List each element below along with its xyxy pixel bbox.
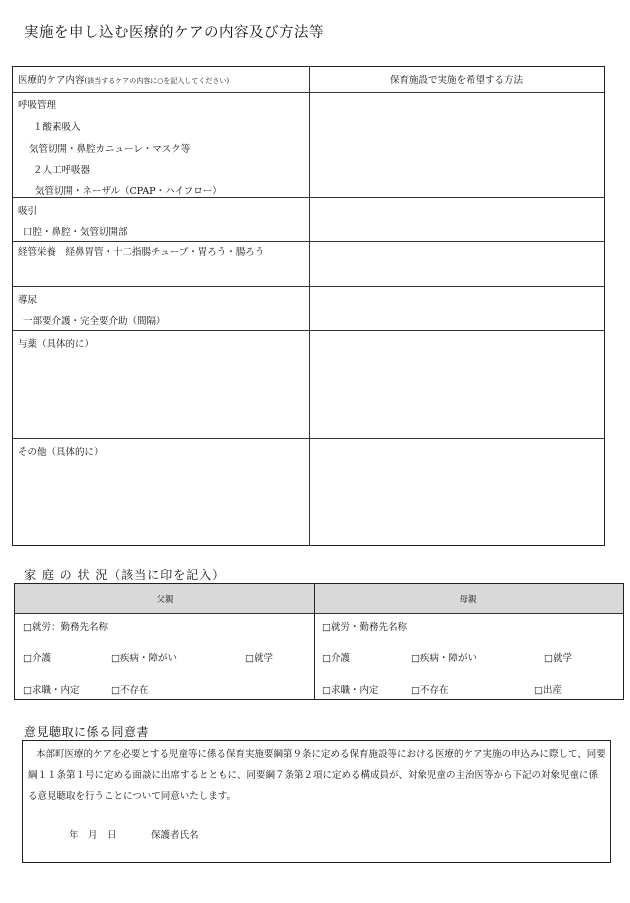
father-school-option[interactable]: □就学 xyxy=(245,653,273,664)
suction-method-cell[interactable] xyxy=(311,198,604,241)
guardian-name-label: 保護者氏名 xyxy=(151,830,199,841)
suction-label: 吸引 xyxy=(18,206,38,217)
respiratory-method-cell[interactable] xyxy=(311,93,604,197)
urination-method-cell[interactable] xyxy=(311,287,604,330)
respiratory-item-2: 気管切開・鼻腔カニューレ・マスク等 xyxy=(29,144,191,155)
other-method-cell[interactable] xyxy=(311,439,604,544)
respiratory-item-3: ２人工呼吸器 xyxy=(33,165,91,176)
tube-feeding-method-cell[interactable] xyxy=(311,242,604,286)
care-content-header: 医療的ケア内容(該当するケアの内容に○を記入してください) xyxy=(18,75,230,86)
consent-body: 本部町医療的ケアを必要とする児童等に係る保育実施要綱第９条に定める保育施設等における医療的ケア実施の申込みに際して、同要綱１１条第１号に定める面談に出席するとともに、同要綱７条第２項に定める構成員が、対象児童の主治医等から下記の対象児童に係る意見聴取を行うことについて同意いたします。 xyxy=(28,749,606,802)
respiratory-item-1: １酸素吸入 xyxy=(33,122,81,133)
medication-label: 与薬（具体的に） xyxy=(18,339,95,350)
mother-school-option[interactable]: □就学 xyxy=(544,653,572,664)
father-absent-option[interactable]: □不存在 xyxy=(111,685,149,696)
family-situation-table xyxy=(14,583,624,700)
respiratory-label: 呼吸管理 xyxy=(18,100,57,111)
mother-work-option[interactable]: □就労・勤務先名称 xyxy=(322,622,407,633)
consent-form xyxy=(22,740,611,863)
medication-method-cell[interactable] xyxy=(311,331,604,438)
urination-item: 一部要介護・完全要介助（間隔） xyxy=(23,316,166,327)
date-field-label[interactable]: 年 月 日 xyxy=(69,830,117,841)
father-header: 父親 xyxy=(156,595,174,605)
respiratory-item-4: 気管切開・ネーザル（CPAP・ハイフロー） xyxy=(35,186,222,197)
family-section-title: 家 庭 の 状 況（該当に印を記入） xyxy=(24,568,226,582)
tube-feeding-label: 経管栄養 経鼻胃管・十二指腸チューブ・胃ろう・腸ろう xyxy=(18,247,265,258)
suction-item: 口腔・鼻腔・気管切開部 xyxy=(23,227,128,238)
other-label: その他（具体的に） xyxy=(18,447,104,458)
father-care-option[interactable]: □介護 xyxy=(23,653,51,664)
mother-header: 母親 xyxy=(459,595,477,605)
desired-method-header: 保育施設で実施を希望する方法 xyxy=(389,75,523,86)
consent-section-title: 意見聴取に係る同意書 xyxy=(24,725,150,739)
mother-childbirth-option[interactable]: □出産 xyxy=(534,685,562,696)
father-work-option[interactable]: □就労：勤務先名称 xyxy=(23,622,108,633)
medical-care-table xyxy=(12,66,605,546)
mother-absent-option[interactable]: □不存在 xyxy=(411,685,449,696)
mother-jobseeking-option[interactable]: □求職・内定 xyxy=(322,685,379,696)
mother-illness-option[interactable]: □疾病・障がい xyxy=(411,653,477,664)
mother-care-option[interactable]: □介護 xyxy=(322,653,350,664)
father-illness-option[interactable]: □疾病・障がい xyxy=(111,653,177,664)
father-jobseeking-option[interactable]: □求職・内定 xyxy=(23,685,80,696)
urination-label: 導尿 xyxy=(18,295,38,306)
page-title: 実施を申し込む医療的ケアの内容及び方法等 xyxy=(24,25,324,41)
guardian-name-field[interactable] xyxy=(223,821,473,845)
